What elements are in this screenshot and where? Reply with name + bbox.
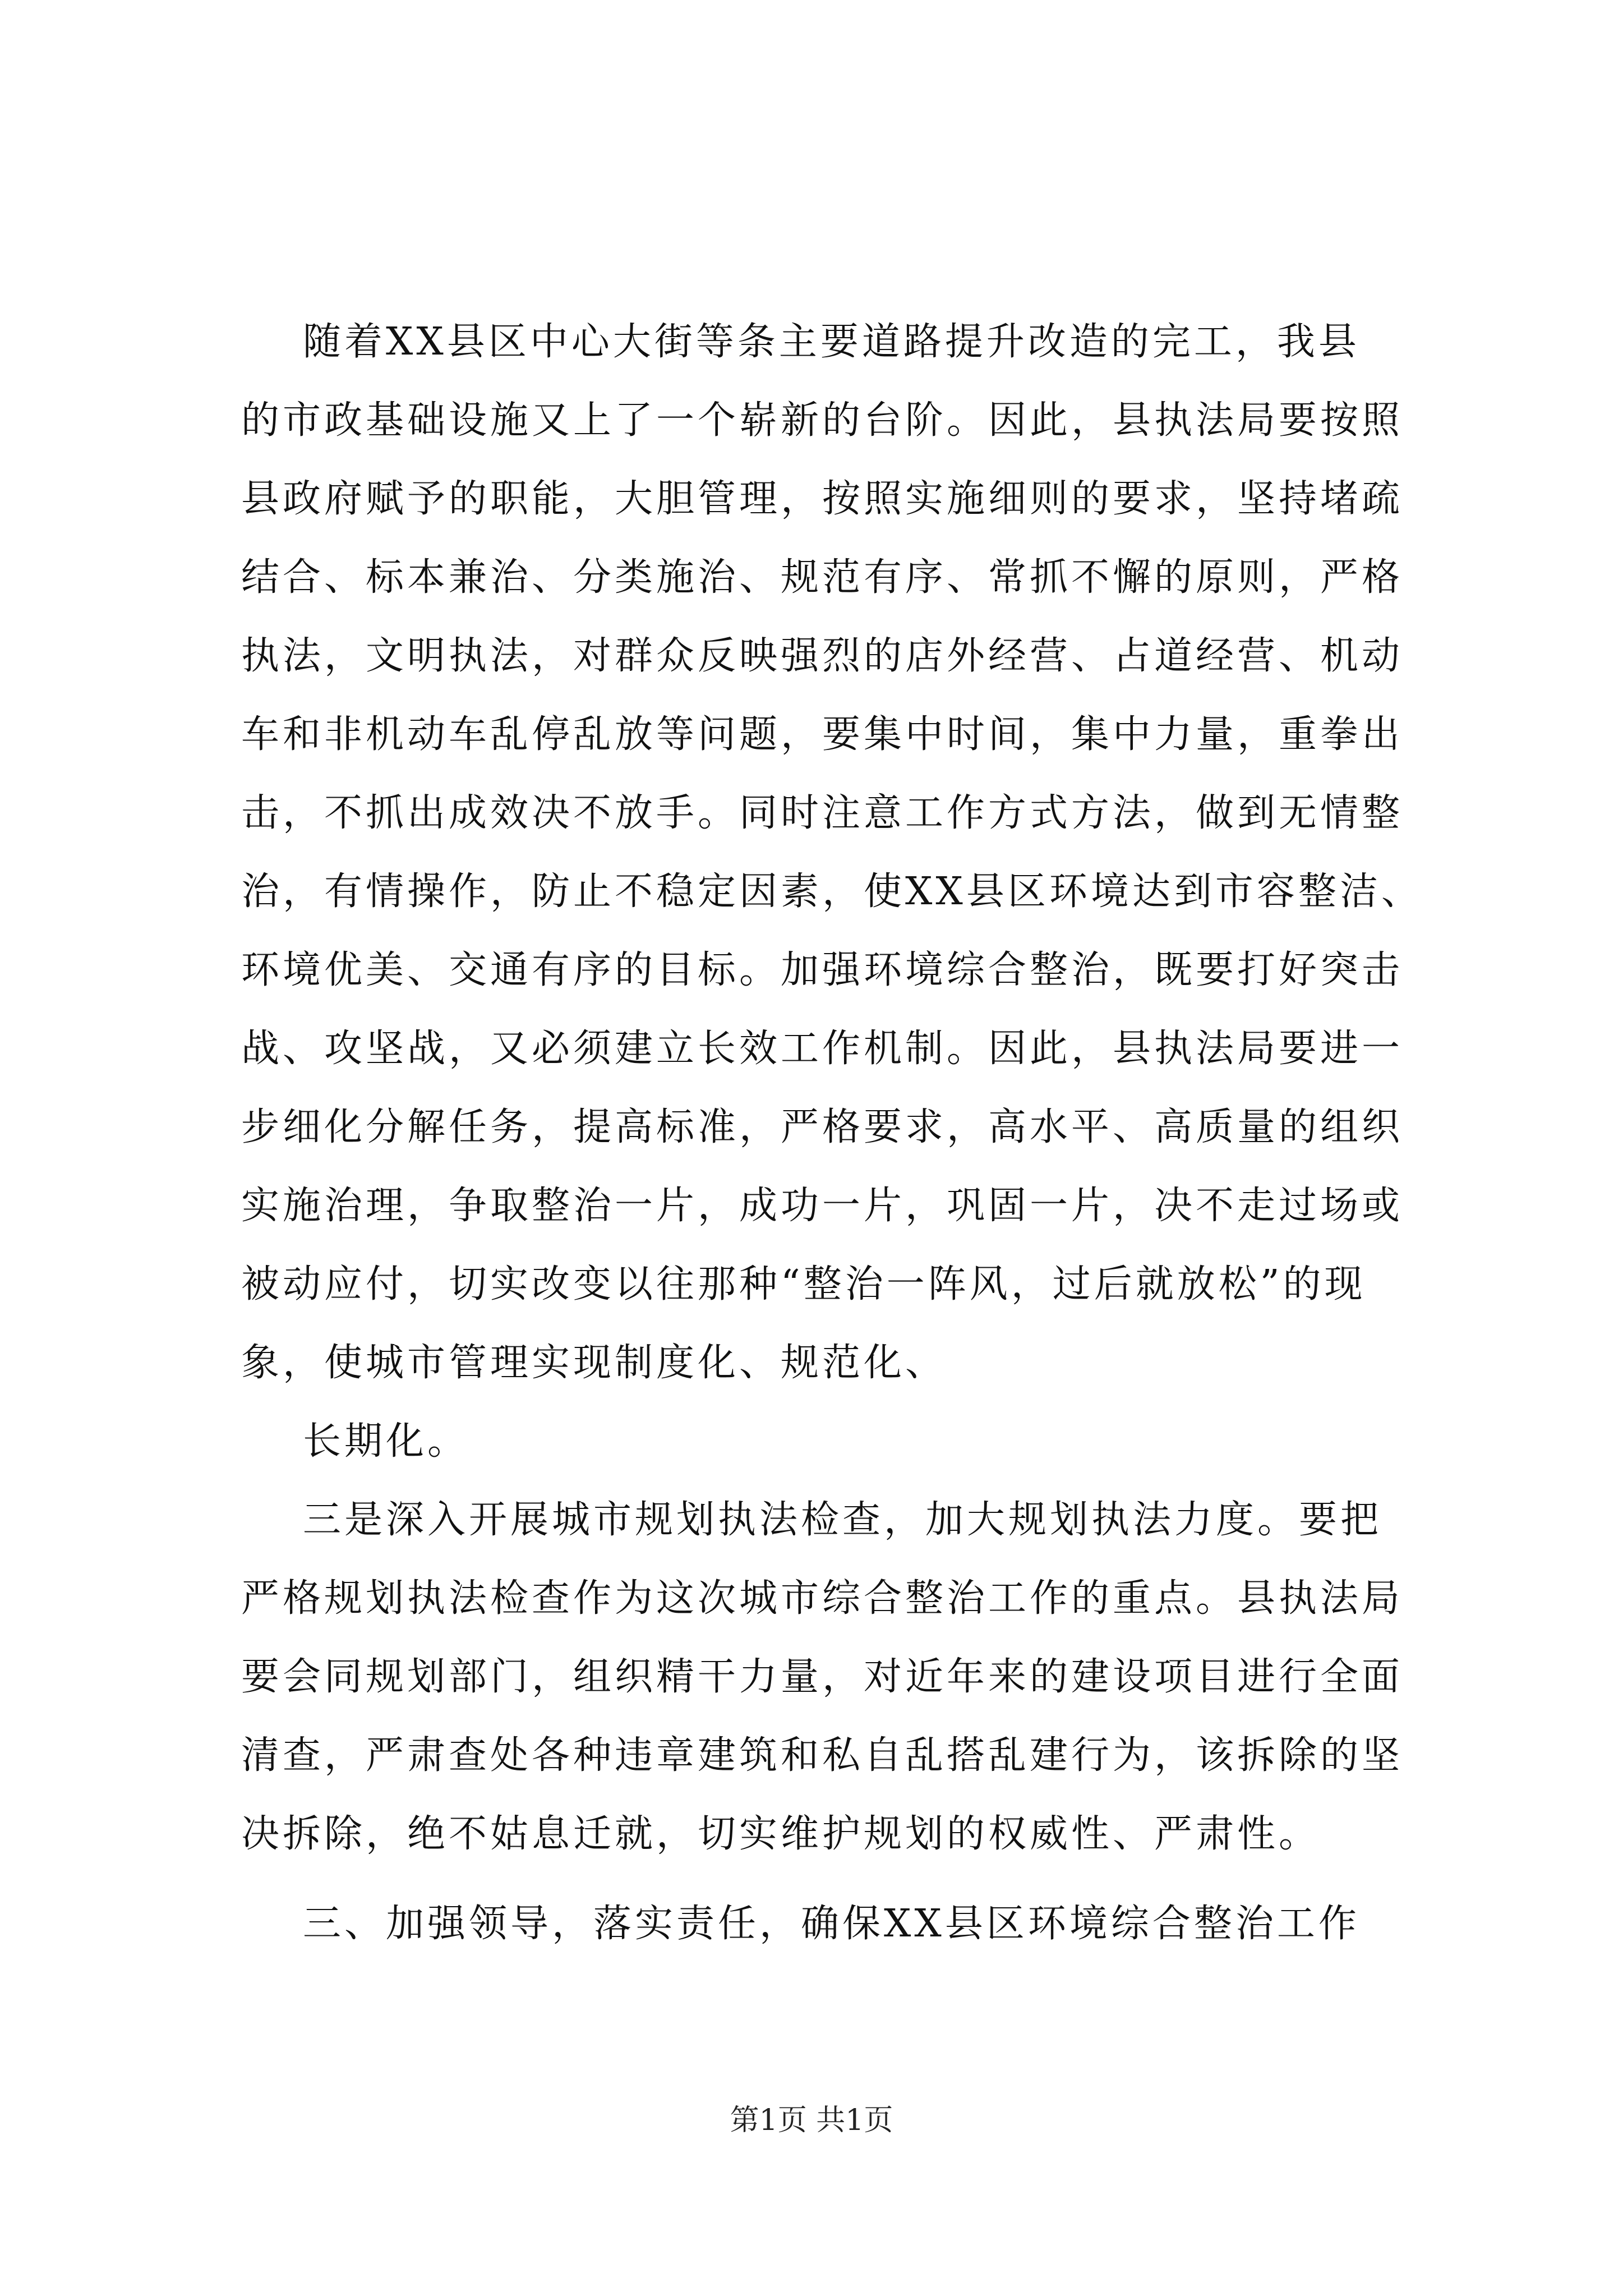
paragraph-line: 清查，严肃查处各种违章建筑和私自乱搭乱建行为，该拆除的坚 [241,1733,1404,1778]
paragraph-line: 严格规划执法检查作为这次城市综合整治工作的重点。县执法局 [241,1576,1404,1621]
paragraph-line: 县政府赋予的职能，大胆管理，按照实施细则的要求，坚持堵疏 [241,477,1404,521]
page-footer: 第1页 共1页 [730,2104,893,2137]
paragraph-line: 执法，文明执法，对群众反映强烈的店外经营、占道经营、机动 [241,634,1404,678]
paragraph-line: 实施治理，争取整治一片，成功一片，巩固一片，决不走过场或 [241,1184,1404,1228]
paragraph-line: 步细化分解任务，提高标准，严格要求，高水平、高质量的组织 [241,1105,1404,1149]
paragraph-line: 环境优美、交通有序的目标。加强环境综合整治，既要打好突击 [241,948,1404,992]
paragraph-line: 三是深入开展城市规划执法检查，加大规划执法力度。要把 [303,1498,1382,1542]
paragraph-line: 的市政基础设施又上了一个崭新的台阶。因此，县执法局要按照 [241,398,1404,443]
paragraph-line: 随着XX县区中心大街等条主要道路提升改造的完工，我县 [303,320,1360,364]
paragraph-line: 治，有情操作，防止不稳定因素，使XX县区环境达到市容整洁、 [241,869,1423,914]
paragraph-line: 结合、标本兼治、分类施治、规范有序、常抓不懈的原则，严格 [241,555,1404,600]
paragraph-line: 车和非机动车乱停乱放等问题，要集中时间，集中力量，重拳出 [241,712,1404,757]
paragraph-line: 决拆除，绝不姑息迁就，切实维护规划的权威性、严肃性。 [241,1812,1321,1856]
paragraph-line: 被动应付，切实改变以往那种“整治一阵风，过后就放松”的现 [241,1262,1366,1306]
paragraph-line: 长期化。 [303,1419,469,1464]
paragraph-line: 击，不抓出成效决不放手。同时注意工作方式方法，做到无情整 [241,791,1404,835]
section-heading-line: 三、加强领导，落实责任，确保XX县区环境综合整治工作 [303,1902,1360,1946]
paragraph-line: 象，使城市管理实现制度化、规范化、 [241,1341,947,1385]
paragraph-line: 战、攻坚战，又必须建立长效工作机制。因此，县执法局要进一 [241,1027,1404,1071]
paragraph-line: 要会同规划部门，组织精干力量，对近年来的建设项目进行全面 [241,1655,1404,1699]
